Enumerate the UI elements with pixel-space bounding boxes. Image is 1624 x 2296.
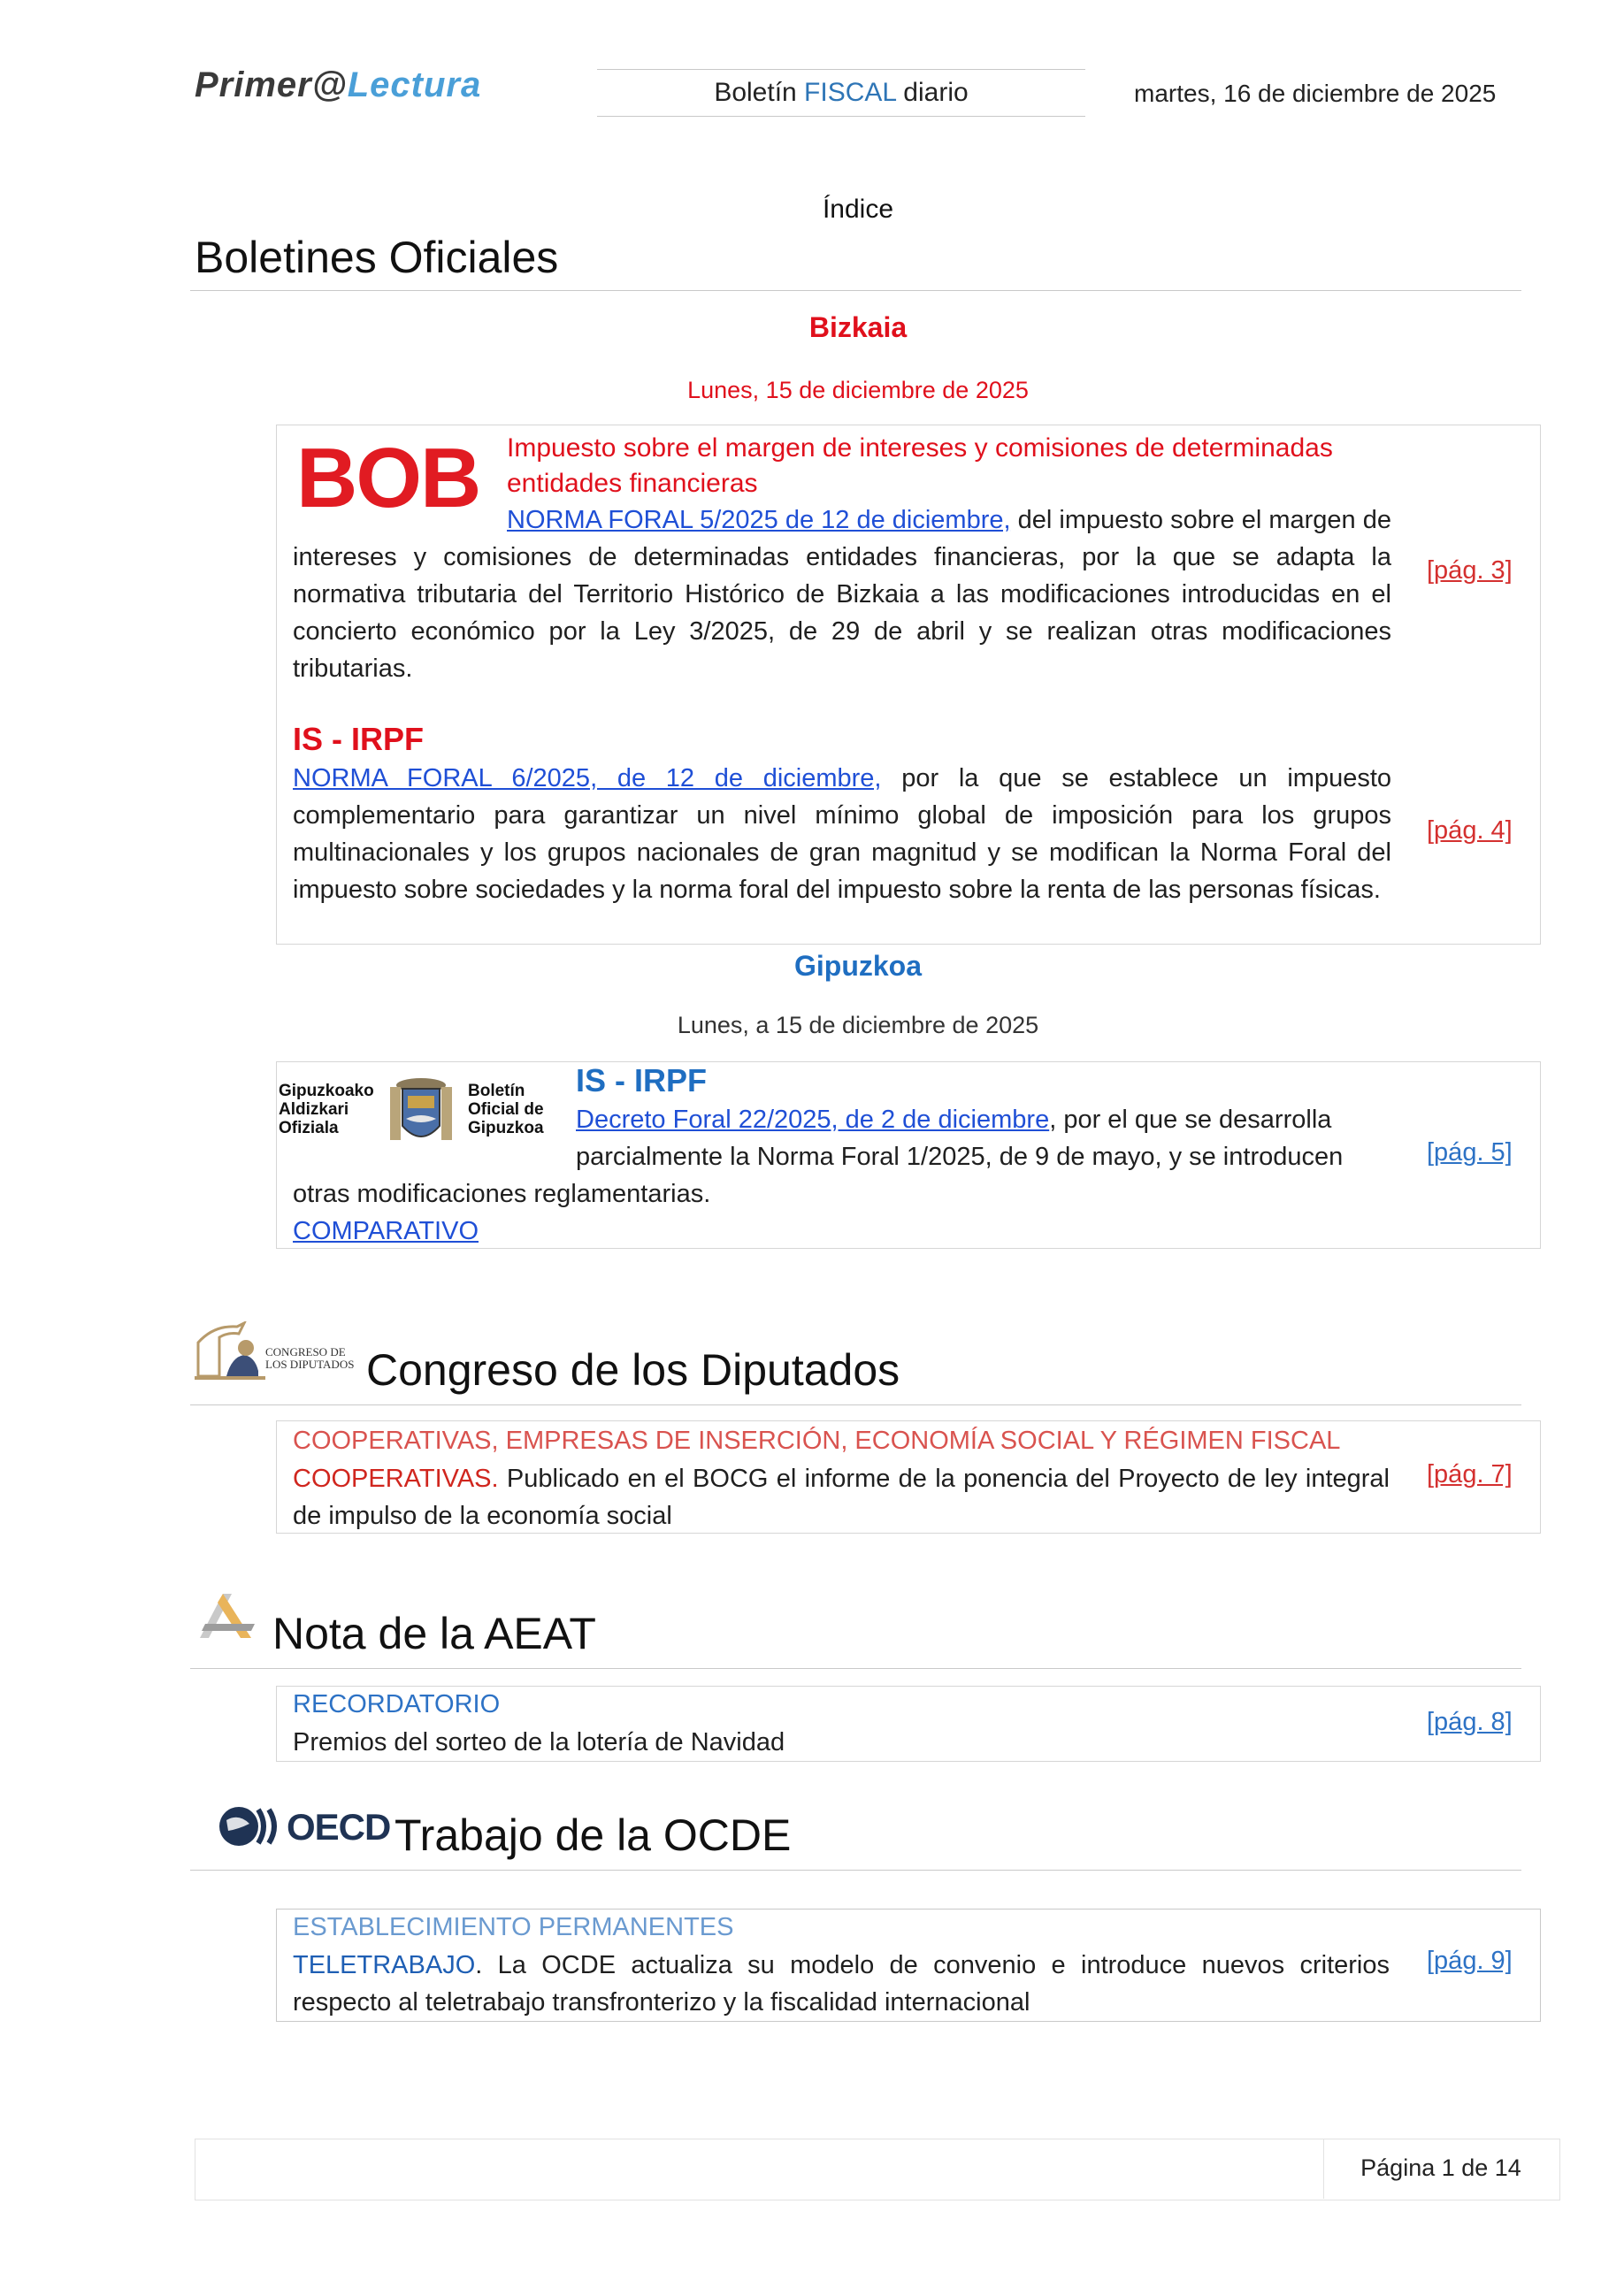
gipuzkoa-coat-of-arms-icon bbox=[381, 1076, 461, 1149]
header-date: martes, 16 de diciembre de 2025 bbox=[1134, 80, 1497, 107]
logo-text: Gipuzkoa bbox=[468, 1119, 544, 1137]
page-link[interactable]: [pág. 9] bbox=[1427, 1947, 1513, 1975]
index-label: Índice bbox=[822, 195, 894, 224]
page-link[interactable]: [pág. 3] bbox=[1427, 556, 1513, 585]
ocde-entry-box bbox=[276, 1909, 1541, 2022]
section-rule bbox=[190, 1404, 1521, 1405]
entry-description: . La OCDE actualiza su modelo de convenio e introduce nuevos criterios respecto al teletrabajo transfronterizo y la fiscalidad internacional bbox=[293, 1951, 1390, 2017]
region-bizkaia: Bizkaia bbox=[808, 311, 908, 343]
gipuzkoa-date: Lunes, a 15 de diciembre de 2025 bbox=[677, 1012, 1039, 1038]
congreso-entry-box bbox=[276, 1420, 1541, 1534]
page-link[interactable]: [pág. 8] bbox=[1427, 1708, 1513, 1736]
page-number: Página 1 de 14 bbox=[1360, 2154, 1521, 2181]
bizkaia-entries-box bbox=[276, 425, 1541, 945]
entry-lead: TELETRABAJO bbox=[293, 1951, 476, 1979]
header-title bbox=[597, 78, 1085, 108]
entry-description: del impuesto sobre el margen de intereses y comisiones de determinadas entidades financieras, por la que se adapta la normativa tributaria del Territorio Histórico de Bizkaia a las modificaciones introducidas en el concierto económico por la Ley 3/2025, de 29 de abril y se realizan otras modificaciones tributarias. bbox=[293, 506, 1391, 683]
section-rule bbox=[190, 1668, 1521, 1669]
logo-text: Boletín bbox=[468, 1082, 525, 1100]
oecd-logo-text: OECD bbox=[287, 1806, 391, 1848]
entry-text bbox=[293, 760, 1391, 908]
aeat-entry-box bbox=[276, 1686, 1541, 1762]
oecd-logo bbox=[218, 1802, 391, 1854]
entry-lead: COOPERATIVAS. bbox=[293, 1465, 499, 1493]
entry-description: Publicado en el BOCG el informe de la ponencia del Proyecto de ley integral de impulso de la economía social bbox=[293, 1465, 1390, 1530]
logo-text: Aldizkari bbox=[279, 1100, 349, 1119]
entry-text: Premios del sorteo de la lotería de Navidad bbox=[293, 1728, 785, 1756]
page-link[interactable]: [pág. 7] bbox=[1427, 1460, 1513, 1489]
section-title-aeat: Nota de la AEAT bbox=[272, 1609, 596, 1658]
section-rule bbox=[190, 290, 1521, 291]
page-link[interactable]: [pág. 4] bbox=[1427, 816, 1513, 845]
congreso-logo-text: CONGRESO DE bbox=[265, 1345, 346, 1358]
entry-topic: COOPERATIVAS, EMPRESAS DE INSERCIÓN, ECONOMÍA SOCIAL Y RÉGIMEN FISCAL bbox=[293, 1427, 1341, 1455]
header-title-post: diario bbox=[895, 78, 969, 107]
entry-topic: IS - IRPF bbox=[293, 721, 425, 757]
congreso-logo-text: LOS DIPUTADOS bbox=[265, 1358, 355, 1371]
logo-text: Oficial de bbox=[468, 1100, 544, 1119]
comparativo-link[interactable]: COMPARATIVO bbox=[293, 1217, 479, 1245]
oecd-globe-icon bbox=[218, 1804, 285, 1848]
brand-logo-part2: Lectura bbox=[347, 65, 482, 104]
logo-text: Gipuzkoako bbox=[279, 1082, 374, 1100]
gipuzkoa-boletin-logo bbox=[279, 1076, 553, 1149]
header-title-accent: FISCAL bbox=[804, 78, 896, 107]
entry-text bbox=[293, 501, 1391, 687]
section-title-congreso: Congreso de los Diputados bbox=[366, 1345, 900, 1395]
section-title-ocde: Trabajo de la OCDE bbox=[395, 1810, 792, 1860]
bizkaia-date: Lunes, 15 de diciembre de 2025 bbox=[687, 377, 1029, 403]
header-title-pre: Boletín bbox=[714, 78, 805, 107]
entry-text-line2: parcialmente la Norma Foral 1/2025, de 9 de mayo, y se introducen bbox=[576, 1143, 1344, 1171]
entry-text bbox=[293, 1947, 1390, 2021]
entry-text-line3: otras modificaciones reglamentarias. bbox=[293, 1180, 711, 1208]
decreto-foral-link[interactable]: Decreto Foral 22/2025, de 2 de diciembre bbox=[576, 1106, 1050, 1134]
entry-topic: Impuesto sobre el margen de intereses y comisiones de determinadas entidades financieras bbox=[507, 433, 1333, 498]
region-gipuzkoa: Gipuzkoa bbox=[793, 950, 922, 982]
norma-foral-link[interactable]: NORMA FORAL 5/2025 de 12 de diciembre, bbox=[507, 506, 1011, 534]
brand-logo bbox=[195, 65, 481, 105]
gipuzkoa-entry-box bbox=[276, 1061, 1541, 1249]
entry-topic: IS - IRPF bbox=[576, 1062, 708, 1098]
entry-description: , por el que se desarrolla bbox=[1049, 1106, 1332, 1134]
section-title-boletines: Boletines Oficiales bbox=[195, 233, 559, 282]
entry-topic: RECORDATORIO bbox=[293, 1690, 501, 1718]
entry-description: por la que se establece un impuesto complementario para garantizar un nivel mínimo global de imposición para los grupos multinacionales y los grupos nacionales de gran magnitud y se modifican la Norma Foral del impuesto sobre sociedades y la norma foral del impuesto sobre la renta de las personas físicas. bbox=[293, 764, 1392, 904]
logo-text: Ofiziala bbox=[279, 1119, 339, 1137]
bob-logo: BOB bbox=[296, 431, 480, 525]
entry-text-line1 bbox=[576, 1101, 1390, 1138]
aeat-logo-icon bbox=[196, 1588, 258, 1643]
section-rule bbox=[190, 1870, 1521, 1871]
norma-foral-link[interactable]: NORMA FORAL 6/2025, de 12 de diciembre, bbox=[293, 764, 882, 792]
page-link[interactable]: [pág. 5] bbox=[1427, 1138, 1513, 1167]
congreso-logo bbox=[193, 1321, 370, 1385]
entry-text bbox=[293, 1460, 1390, 1534]
brand-logo-part1: Primer@ bbox=[195, 65, 348, 104]
congreso-lion-icon bbox=[193, 1321, 269, 1383]
entry-topic: ESTABLECIMIENTO PERMANENTES bbox=[293, 1913, 734, 1941]
